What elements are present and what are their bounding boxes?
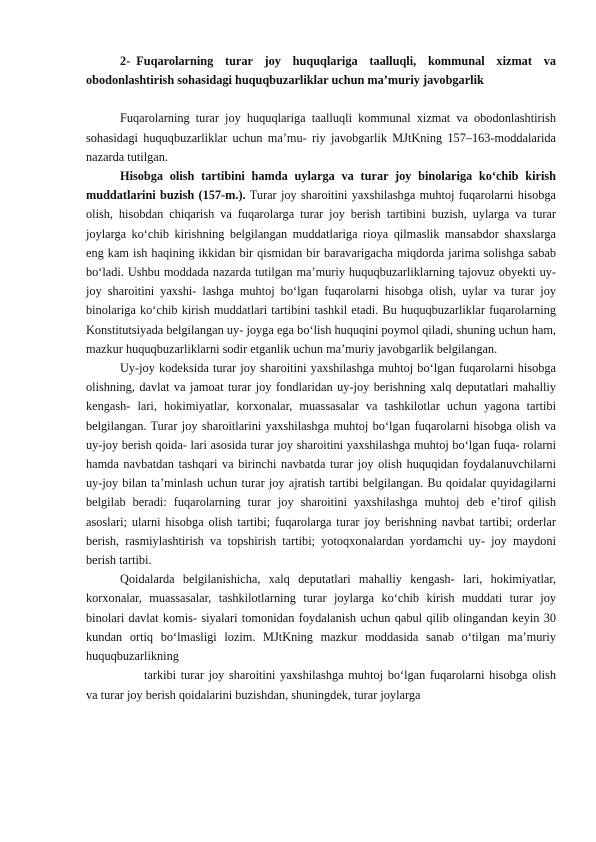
section-number: 2-: [120, 54, 131, 68]
paragraph-article-157: [86, 167, 556, 359]
spacer: [86, 90, 556, 109]
article-157-body: Turar joy sharoitini yaxshilashga muhtoj fuqarolarni hisobga olish, hisobdan chiqarish va fuqarolarga turar joy berish tartibini buzish, uylarga va turar joylarga ko‘chib kirishning belgilangan muddatlariga rioya qilmaslik mansabdor shaxslarga eng kam ish haqining ikkidan bir qismidan bir baravarigacha miqdorda jarima solishga sabab bo‘ladi. Ushbu moddada nazarda tutilgan ma’muriy huquqbuzarliklarning tajovuz obyekti uy-joy sharoitini yaxshi- lashga muhtoj bo‘lgan fuqarolarni hisobga olish, uylar va turar joy binolariga ko‘chib kirish muddatlari tartibini tashkil etadi. Bu huquqbuzarliklar fuqarolarning Konstitutsiyada belgilangan uy- joyga ega bo‘lish huquqini poymol qiladi, shuning uchun ham, mazkur huquqbuzarliklarni sodir etganlik uchun ma’muriy javobgarlik belgilangan.: [86, 188, 556, 356]
document-page: [86, 52, 556, 705]
paragraph-rules: Qoidalarda belgilanishicha, xalq deputatlari mahalliy kengash- lari, hokimiyatlar, korxonalar, muassasalar, tashkilotlarning turar joylarga ko‘chib kirish muddati turar joy binolari davlat komis- siyalari tomonidan foydalanish uchun qabul qilib olingandan keyin 30 kundan ortiq bo‘lmasligi lozim. MJtKning mazkur moddasida sanab o‘tilgan ma’muriy huquqbuzarlikning: [86, 572, 556, 664]
paragraph-housing-code: Uy-joy kodeksida turar joy sharoitini yaxshilashga muhtoj bo‘lgan fuqarolarni hisobga olishning, davlat va jamoat turar joy fondlaridan uy-joy berishning xalq deputatlari mahalliy kengash- lari, hokimiyatlar, korxonalar, muassasalar va tashkilotlar uchun yagona tartibi belgilangan. Turar joy sharoitlarini yaxshilashga muhtoj bo‘lgan fuqarolarni hisobga olish va uy-joy berish qoida- lari asosida turar joy sharoitini yaxshilashga muhtoj bo‘lgan fuqa- rolarni hamda navbatdan tashqari va birinchi navbatda turar joy olish huquqidan foydalanuvchilarni uy-joy bilan ta’minlash uchun turar joy ajratish tartibi belgilangan. Bu qoidalar quyidagilarni belgilab beradi: fuqarolarning turar joy sharoitini yaxshilashga muhtoj deb e’tirof qilish asoslari; ularni hisobga olish tartibi; fuqarolarga turar joy berishning navbat tartibi; orderlar berish, rasmiylashtirish va topshirish tartibi; yotoqxonalardan yordamchi uy- joy maydoni berish tartibi.: [86, 361, 556, 568]
article-157-title: Hisobga olish tartibini hamda uylarga va turar joy binolariga ko‘chib kirish muddatlarini buzish (157-m.).: [86, 169, 556, 203]
paragraph-intro: Fuqarolarning turar joy huquqlariga taalluqli kommunal xizmat va obodonlashtirish sohasidagi huquqbuzarliklar uchun ma’mu- riy javobgarlik MJtKning 157–163-moddalarida nazarda tutilgan.: [86, 111, 556, 164]
paragraph-continuation: tarkibi turar joy sharoitini yaxshilashga muhtoj bo‘lgan fuqarolarni hisobga olish va turar joy berish qoidalarini buzishdan, shuningdek, turar joylarga: [86, 668, 556, 702]
section-heading: [86, 52, 556, 90]
section-title: Fuqarolarning turar joy huquqlariga taalluqli, kommunal xizmat va obodonlashtirish sohasidagi huquqbuzarliklar uchun ma’muriy javobgarlik: [86, 54, 556, 88]
